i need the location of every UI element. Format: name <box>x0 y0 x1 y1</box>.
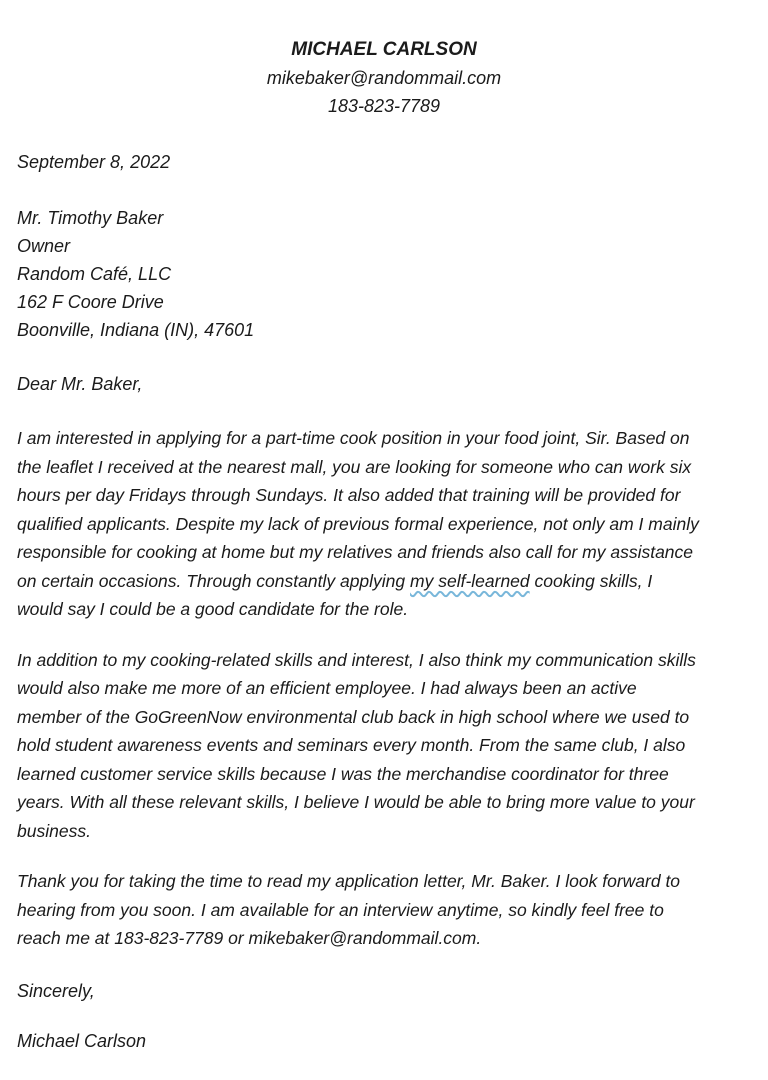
paragraph-line: qualified applicants. Despite my lack of previous formal experience, not only am I mainly <box>17 513 699 534</box>
closing: Sincerely, <box>17 980 95 1001</box>
paragraph-line: I am interested in applying for a part-time cook position in your food joint, Sir. Based on <box>17 428 690 448</box>
letter-header <box>0 0 768 120</box>
recipient-line: 162 F Coore Drive <box>17 292 164 312</box>
paragraph-line: responsible for cooking at home but my relatives and friends also call for my assistance <box>17 542 694 562</box>
paragraph-line: would also make me more of an efficient employee. I had always been an active <box>17 678 637 698</box>
paragraph-line: on certain occasions. Through constantly applying my self-learned cooking skills, I <box>17 570 653 591</box>
paragraph-line: hold student awareness events and seminars every month. From the same club, I also <box>17 735 686 755</box>
paragraph-line: the leaflet I received at the nearest mall, you are looking for someone who can work six <box>17 456 692 477</box>
paragraph <box>17 424 768 624</box>
recipient-line: Mr. Timothy Baker <box>17 208 164 228</box>
recipient-line: Owner <box>17 236 71 256</box>
signature-name: Michael Carlson <box>17 1030 147 1051</box>
paragraph-line: learned customer service skills because I was the merchandise coordinator for three <box>17 763 669 784</box>
grammar-underline[interactable]: my self-learned <box>410 570 530 591</box>
letter-body <box>17 424 768 953</box>
paragraph-line: reach me at 183-823-7789 or mikebaker@randommail.com. <box>17 928 482 948</box>
paragraph <box>17 646 768 846</box>
paragraph-line: hours per day Fridays through Sundays. It also added that training will be provided for <box>17 485 681 505</box>
paragraph-line: Thank you for taking the time to read my application letter, Mr. Baker. I look forward to <box>17 871 681 891</box>
paragraph-line: In addition to my cooking-related skills and interest, I also think my communication skills <box>17 649 696 670</box>
recipient-line: Boonville, Indiana (IN), 47601 <box>17 320 255 340</box>
letter-date: September 8, 2022 <box>17 152 171 172</box>
recipient-line: Random Café, LLC <box>17 264 172 284</box>
paragraph-line: hearing from you soon. I am available for an interview anytime, so kindly feel free to <box>17 899 664 920</box>
sender-name: MICHAEL CARLSON <box>291 39 477 60</box>
paragraph-line: would say I could be a good candidate for the role. <box>17 599 409 619</box>
paragraph-line: business. <box>17 820 91 841</box>
paragraph <box>17 867 768 953</box>
paragraph-line: years. With all these relevant skills, I believe I would be able to bring more value to your <box>17 792 695 812</box>
salutation: Dear Mr. Baker, <box>17 374 143 394</box>
recipient-block <box>17 204 768 344</box>
sender-phone: 183-823-7789 <box>327 96 441 116</box>
sender-email: mikebaker@randommail.com <box>266 68 502 88</box>
paragraph-line: member of the GoGreenNow environmental club back in high school where we used to <box>17 706 690 727</box>
